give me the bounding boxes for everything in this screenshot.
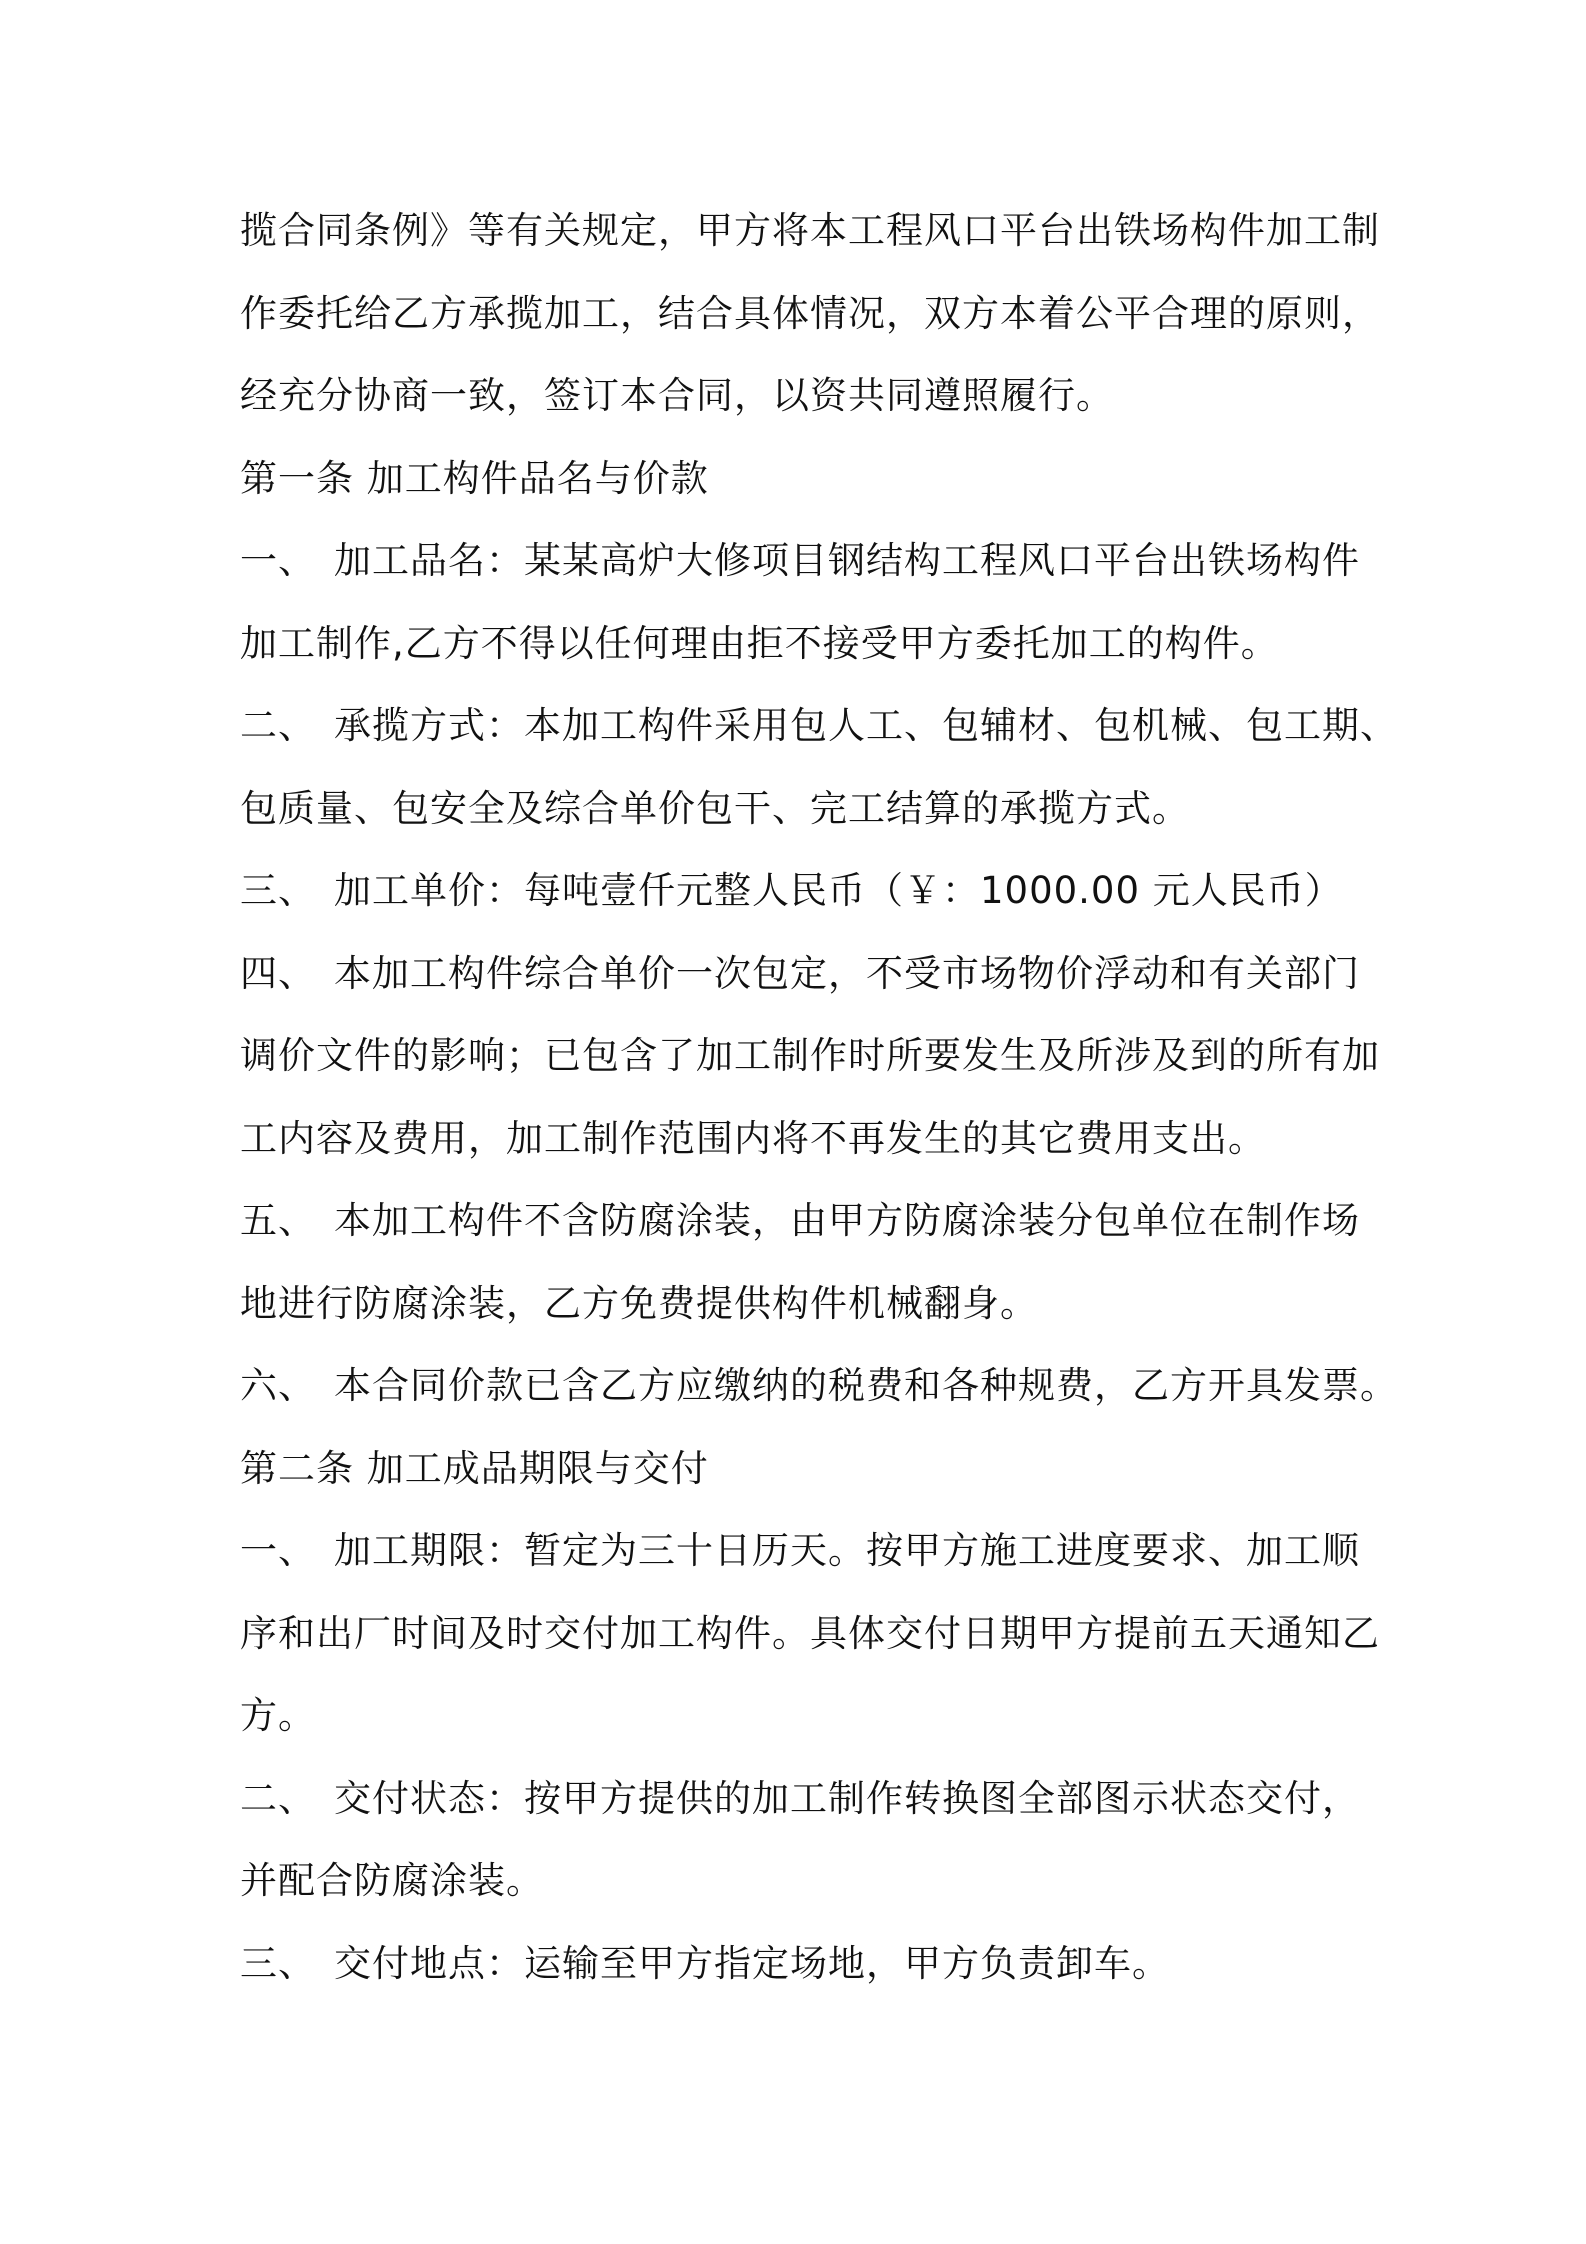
line-text: 第一条 加工构件品名与价款 xyxy=(240,457,709,500)
text-line xyxy=(240,950,1360,998)
item-number: 一、 xyxy=(240,539,316,582)
text-line xyxy=(240,702,1398,750)
line-text: 方。 xyxy=(240,1694,316,1737)
text-line xyxy=(240,1692,316,1740)
text-line xyxy=(240,1115,1266,1163)
line-text: 地进行防腐涂装，乙方免费提供构件机械翻身。 xyxy=(240,1282,1038,1325)
line-text: 揽合同条例》等有关规定，甲方将本工程风口平台出铁场构件加工制 xyxy=(240,209,1380,252)
line-text: 工内容及费用，加工制作范围内将不再发生的其它费用支出。 xyxy=(240,1117,1266,1160)
item-number: 六、 xyxy=(240,1364,316,1407)
text-line xyxy=(240,372,1114,420)
line-text: 承揽方式：本加工构件采用包人工、包辅材、包机械、包工期、 xyxy=(334,704,1398,747)
line-text: 调价文件的影响；已包含了加工制作时所要发生及所涉及到的所有加 xyxy=(240,1034,1380,1077)
line-text: 经充分协商一致，签订本合同，以资共同遵照履行。 xyxy=(240,374,1114,417)
text-line xyxy=(240,1197,1360,1245)
text-line xyxy=(240,1032,1380,1080)
line-text: 加工单价：每吨壹仟元整人民币（￥：1000.00 元人民币） xyxy=(334,869,1343,912)
text-line xyxy=(240,1362,1398,1410)
item-number: 一、 xyxy=(240,1529,316,1572)
text-line xyxy=(240,1940,1170,1988)
text-line xyxy=(240,455,709,503)
line-text: 交付地点：运输至甲方指定场地，甲方负责卸车。 xyxy=(334,1942,1170,1985)
line-text: 本合同价款已含乙方应缴纳的税费和各种规费，乙方开具发票。 xyxy=(334,1364,1398,1407)
line-text: 第二条 加工成品期限与交付 xyxy=(240,1447,709,1490)
item-number: 二、 xyxy=(240,704,316,747)
line-text: 包质量、包安全及综合单价包干、完工结算的承揽方式。 xyxy=(240,787,1190,830)
item-number: 三、 xyxy=(240,1942,316,1985)
item-number: 四、 xyxy=(240,952,316,995)
item-number: 五、 xyxy=(240,1199,316,1242)
text-line xyxy=(240,207,1380,255)
text-line xyxy=(240,620,1279,668)
item-number: 三、 xyxy=(240,869,316,912)
line-text: 作委托给乙方承揽加工，结合具体情况，双方本着公平合理的原则， xyxy=(240,292,1380,335)
text-line xyxy=(240,1527,1360,1575)
line-text: 交付状态：按甲方提供的加工制作转换图全部图示状态交付， xyxy=(334,1777,1360,1820)
line-text: 本加工构件不含防腐涂装，由甲方防腐涂装分包单位在制作场 xyxy=(334,1199,1360,1242)
line-text: 本加工构件综合单价一次包定，不受市场物价浮动和有关部门 xyxy=(334,952,1360,995)
text-line xyxy=(240,290,1380,338)
line-text: 加工制作,乙方不得以任何理由拒不接受甲方委托加工的构件。 xyxy=(240,622,1279,665)
line-text: 序和出厂时间及时交付加工构件。具体交付日期甲方提前五天通知乙 xyxy=(240,1612,1380,1655)
item-number: 二、 xyxy=(240,1777,316,1820)
text-line xyxy=(240,1280,1038,1328)
text-line xyxy=(240,785,1190,833)
line-text: 加工品名：某某高炉大修项目钢结构工程风口平台出铁场构件 xyxy=(334,539,1360,582)
text-line xyxy=(240,1445,709,1493)
text-line xyxy=(240,867,1343,915)
text-line xyxy=(240,537,1360,585)
text-line xyxy=(240,1610,1380,1658)
text-line xyxy=(240,1857,544,1905)
line-text: 加工期限：暂定为三十日历天。按甲方施工进度要求、加工顺 xyxy=(334,1529,1360,1572)
line-text: 并配合防腐涂装。 xyxy=(240,1859,544,1902)
text-line xyxy=(240,1775,1360,1823)
